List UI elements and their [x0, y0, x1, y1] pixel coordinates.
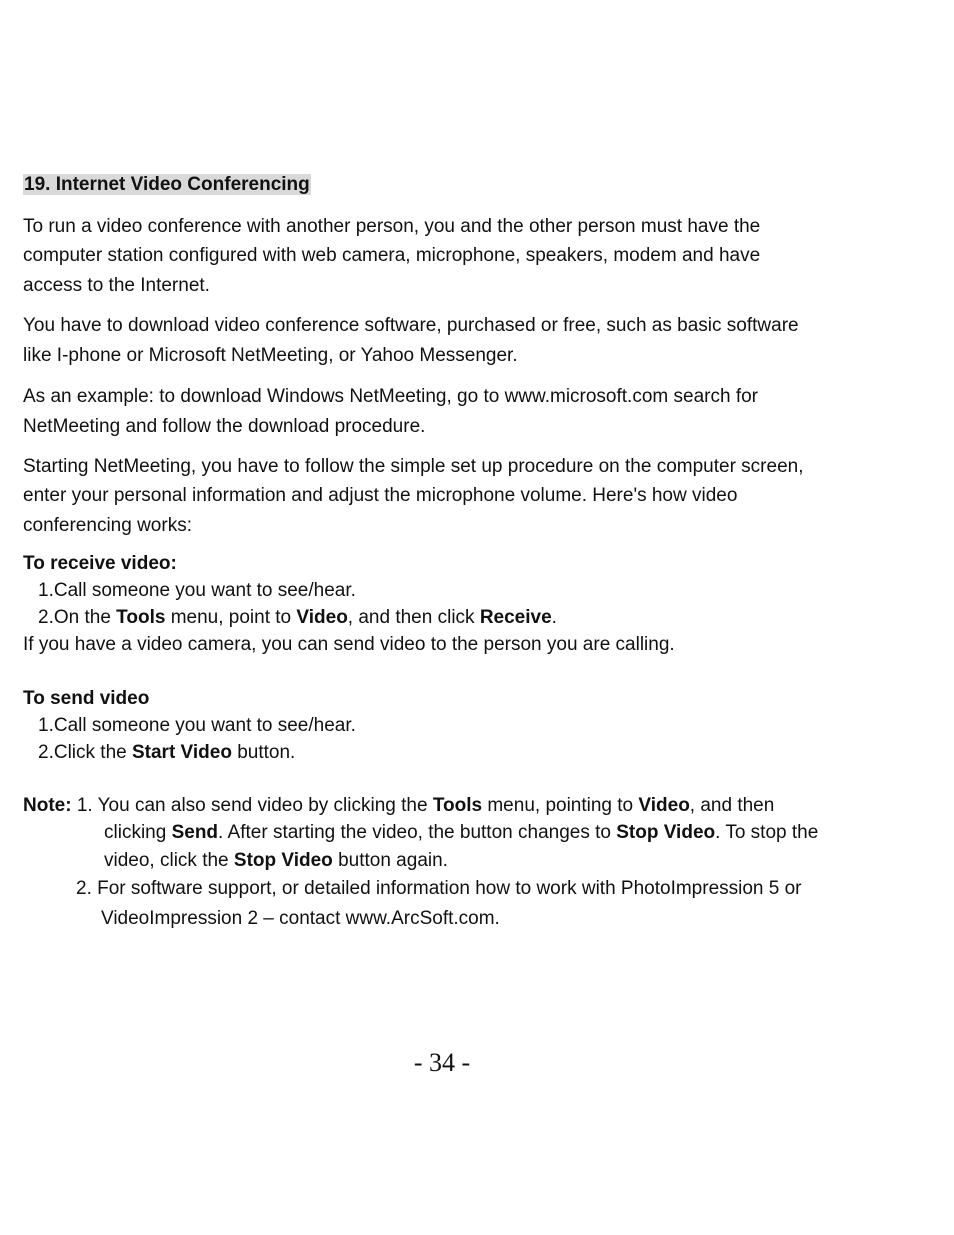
note-text: 1. You can also send video by clicking the: [71, 795, 433, 816]
receive-step-2-text: 2.On the: [38, 607, 117, 628]
start-video-term: Start Video: [131, 742, 232, 763]
page-number: - 34 -: [413, 1048, 471, 1077]
note-text: clicking: [104, 822, 172, 843]
note-label: Note:: [23, 795, 72, 816]
stop-video-term: Stop Video: [233, 850, 333, 871]
receive-step-1: 1.Call someone you want to see/hear.: [38, 580, 356, 601]
send-step-2-text: button.: [231, 742, 296, 763]
receive-step-2-text: menu, point to: [165, 607, 297, 628]
paragraph-2-line-1: You have to download video conference software, purchased or free, such as basic software: [23, 315, 799, 336]
receive-step-2-text: , and then click: [347, 607, 480, 628]
paragraph-1-line-1: To run a video conference with another person, you and the other person must have the: [23, 216, 761, 237]
paragraph-3-line-2: NetMeeting and follow the download procedure.: [23, 416, 426, 437]
note-text: menu, pointing to: [482, 795, 639, 816]
paragraph-4-line-2: enter your personal information and adjust the microphone volume. Here's how video: [23, 485, 738, 506]
note-text: . To stop the: [715, 822, 819, 843]
section-title: 19. Internet Video Conferencing: [24, 174, 310, 195]
send-step-2-text: 2.Click the: [38, 742, 132, 763]
note-1-line-3: [104, 850, 448, 872]
video-menu-term: Video: [638, 795, 690, 816]
paragraph-1-line-2: computer station configured with web camera, microphone, speakers, modem and have: [23, 245, 761, 266]
send-video-heading: To send video: [23, 688, 150, 709]
video-menu-term: Video: [296, 607, 348, 628]
receive-after-text: If you have a video camera, you can send video to the person you are calling.: [23, 634, 675, 655]
paragraph-4-line-3: conferencing works:: [23, 515, 192, 536]
tools-menu-term: Tools: [116, 607, 166, 628]
receive-step-2-text: .: [551, 607, 557, 628]
paragraph-1-line-3: access to the Internet.: [23, 275, 210, 296]
paragraph-2-line-2: like I-phone or Microsoft NetMeeting, or Yahoo Messenger.: [23, 345, 518, 366]
note-text: . After starting the video, the button changes to: [218, 822, 617, 843]
note-text: video, click the: [104, 850, 234, 871]
note-2-line-2: VideoImpression 2 – contact www.ArcSoft.com.: [101, 908, 500, 929]
note-text: button again.: [332, 850, 448, 871]
note-1-line-1: [23, 795, 774, 817]
note-text: , and then: [689, 795, 775, 816]
paragraph-4-line-1: Starting NetMeeting, you have to follow the simple set up procedure on the computer screen,: [23, 456, 804, 477]
note-1-line-2: [104, 822, 818, 844]
stop-video-term: Stop Video: [616, 822, 716, 843]
send-command-term: Send: [171, 822, 219, 843]
send-step-2: [38, 742, 295, 764]
note-2-line-1: 2. For software support, or detailed information how to work with PhotoImpression 5 or: [76, 878, 802, 899]
paragraph-3-line-1: As an example: to download Windows NetMeeting, go to www.microsoft.com search for: [23, 386, 758, 407]
send-step-1: 1.Call someone you want to see/hear.: [38, 715, 356, 736]
receive-video-heading: To receive video:: [23, 553, 177, 574]
tools-menu-term: Tools: [432, 795, 483, 816]
section-title-line: [23, 174, 311, 196]
receive-command-term: Receive: [479, 607, 552, 628]
receive-step-2: [38, 607, 557, 629]
